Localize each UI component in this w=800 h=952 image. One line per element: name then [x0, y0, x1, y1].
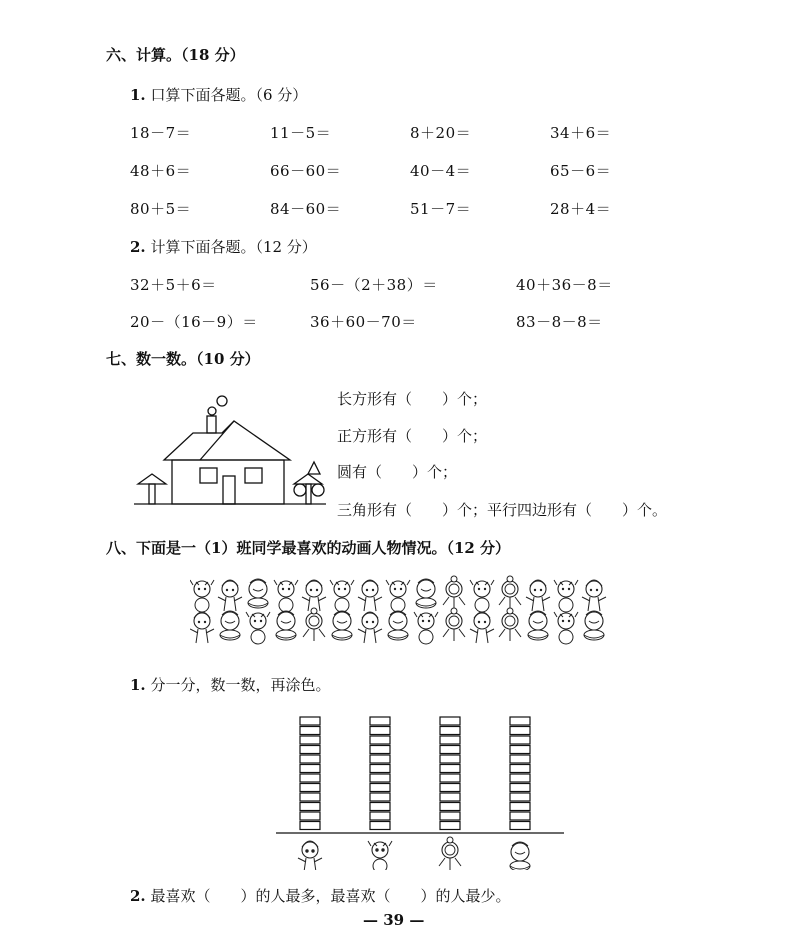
bar-cell[interactable] — [440, 774, 460, 782]
bar-cell[interactable] — [440, 755, 460, 763]
bar-cell[interactable] — [510, 784, 530, 792]
bar-cell[interactable] — [510, 736, 530, 744]
trunk-rectangle — [149, 484, 155, 504]
bar-cell[interactable] — [300, 717, 320, 725]
category-icon-3 — [439, 837, 461, 870]
oral-item: 40－4＝ — [410, 162, 472, 180]
bar-cell[interactable] — [370, 736, 390, 744]
bar-cell[interactable] — [440, 746, 460, 754]
trunk-rectangle — [306, 484, 311, 504]
bar-cell[interactable] — [510, 812, 530, 820]
category-icon-1 — [298, 841, 322, 870]
bar-cell[interactable] — [440, 717, 460, 725]
bar-cell[interactable] — [510, 717, 530, 725]
question-text: 最喜欢（ ）的人最多，最喜欢（ ）的人最少。 — [150, 887, 511, 905]
calc-item: 56－（2＋38）＝ — [310, 276, 438, 294]
category-icon-2 — [368, 841, 392, 870]
bar-cell[interactable] — [370, 803, 390, 811]
bar-cell[interactable] — [440, 793, 460, 801]
bar-cell[interactable] — [370, 784, 390, 792]
bar-cell[interactable] — [300, 755, 320, 763]
page-number: — 39 — — [363, 911, 425, 929]
bar-cell[interactable] — [370, 746, 390, 754]
circle-shape — [294, 484, 306, 496]
bar-cell[interactable] — [440, 812, 460, 820]
oral-item: 51－7＝ — [410, 200, 472, 218]
count-line-circle: 圆有（ ）个； — [337, 463, 458, 481]
bar-cell[interactable] — [300, 812, 320, 820]
circle-shape — [312, 484, 324, 496]
calc-item: 32＋5＋6＝ — [130, 276, 217, 294]
question-text: 口算下面各题。（6 分） — [150, 86, 308, 104]
oral-item: 66－60＝ — [270, 162, 342, 180]
bar-cell[interactable] — [440, 822, 460, 830]
oral-item: 28＋4＝ — [550, 200, 612, 218]
bar-cell[interactable] — [300, 774, 320, 782]
bar-cell[interactable] — [300, 793, 320, 801]
roof-shape — [164, 421, 290, 460]
calc-item: 20－（16－9）＝ — [130, 313, 258, 331]
calc-item: 36＋60－70＝ — [310, 313, 417, 331]
count-line-rectangle: 长方形有（ ）个； — [337, 390, 488, 408]
bar-cell[interactable] — [300, 746, 320, 754]
oral-item: 8＋20＝ — [410, 124, 472, 142]
bar-cell[interactable] — [370, 774, 390, 782]
question-text: 分一分，数一数，再涂色。 — [150, 676, 331, 694]
bar-cell[interactable] — [370, 755, 390, 763]
question-number: 2. — [130, 887, 146, 905]
bar-cell[interactable] — [300, 803, 320, 811]
bar-cell[interactable] — [370, 717, 390, 725]
count-line-triangle: 三角形有（ ）个；平行四边形有（ ）个。 — [337, 501, 668, 519]
bar-cell[interactable] — [440, 736, 460, 744]
bar-cell[interactable] — [370, 793, 390, 801]
count-line-square: 正方形有（ ）个； — [337, 427, 488, 445]
oral-item: 34＋6＝ — [550, 124, 612, 142]
calc-item: 83－8－8＝ — [516, 313, 603, 331]
bar-cell[interactable] — [440, 727, 460, 735]
bar-column-1 — [300, 717, 320, 830]
bar-cell[interactable] — [510, 822, 530, 830]
bar-cell[interactable] — [440, 784, 460, 792]
calc-item: 40＋36－8＝ — [516, 276, 613, 294]
character-strip — [190, 575, 620, 647]
question-6-2 — [130, 236, 317, 257]
oral-item: 65－6＝ — [550, 162, 612, 180]
bar-cell[interactable] — [300, 736, 320, 744]
window-square-left — [200, 468, 217, 483]
character-row-top — [190, 576, 606, 612]
door-rectangle — [223, 476, 235, 504]
bar-cell[interactable] — [510, 746, 530, 754]
bar-cell[interactable] — [300, 784, 320, 792]
chimney-rectangle — [207, 416, 216, 433]
bar-cell[interactable] — [300, 765, 320, 773]
character-row-bottom — [190, 608, 604, 644]
bar-cell[interactable] — [510, 765, 530, 773]
house-body-rectangle — [172, 460, 284, 504]
bar-cell[interactable] — [370, 812, 390, 820]
bar-cell[interactable] — [510, 803, 530, 811]
oral-item: 80＋5＝ — [130, 200, 192, 218]
smoke-circle-small — [208, 407, 216, 415]
oral-item: 84－60＝ — [270, 200, 342, 218]
bar-cell[interactable] — [440, 765, 460, 773]
smoke-circle-large — [217, 396, 227, 406]
bar-cell[interactable] — [370, 727, 390, 735]
bar-column-2 — [370, 717, 390, 830]
bar-column-3 — [440, 717, 460, 830]
question-number: 1. — [130, 676, 146, 694]
oral-item: 48＋6＝ — [130, 162, 192, 180]
triangle-shape — [138, 474, 166, 484]
triangle-shape — [308, 462, 320, 474]
window-square-right — [245, 468, 262, 483]
section7-title: 七、数一数。（10 分） — [106, 350, 260, 368]
bar-cell[interactable] — [300, 727, 320, 735]
coloring-bar-chart — [270, 710, 570, 870]
bar-cell[interactable] — [510, 774, 530, 782]
question-text: 计算下面各题。（12 分） — [150, 238, 317, 256]
bar-cell[interactable] — [370, 765, 390, 773]
oral-item: 11－5＝ — [270, 124, 332, 142]
category-icon-4 — [510, 842, 530, 870]
bar-cell[interactable] — [510, 727, 530, 735]
question-6-1 — [130, 84, 307, 105]
bar-cell[interactable] — [510, 755, 530, 763]
question-number: 1. — [130, 86, 146, 104]
bar-cell[interactable] — [440, 803, 460, 811]
question-8-1 — [130, 674, 330, 695]
section6-title: 六、计算。（18 分） — [106, 46, 245, 64]
section8-title: 八、下面是一（1）班同学最喜欢的动画人物情况。（12 分） — [106, 539, 511, 557]
triangle-shape — [294, 474, 322, 484]
question-8-2 — [130, 885, 510, 906]
bar-cell[interactable] — [300, 822, 320, 830]
bar-cell[interactable] — [510, 793, 530, 801]
bar-cell[interactable] — [370, 822, 390, 830]
bar-column-4 — [510, 717, 530, 830]
question-number: 2. — [130, 238, 146, 256]
house-figure — [130, 380, 330, 510]
oral-item: 18－7＝ — [130, 124, 192, 142]
